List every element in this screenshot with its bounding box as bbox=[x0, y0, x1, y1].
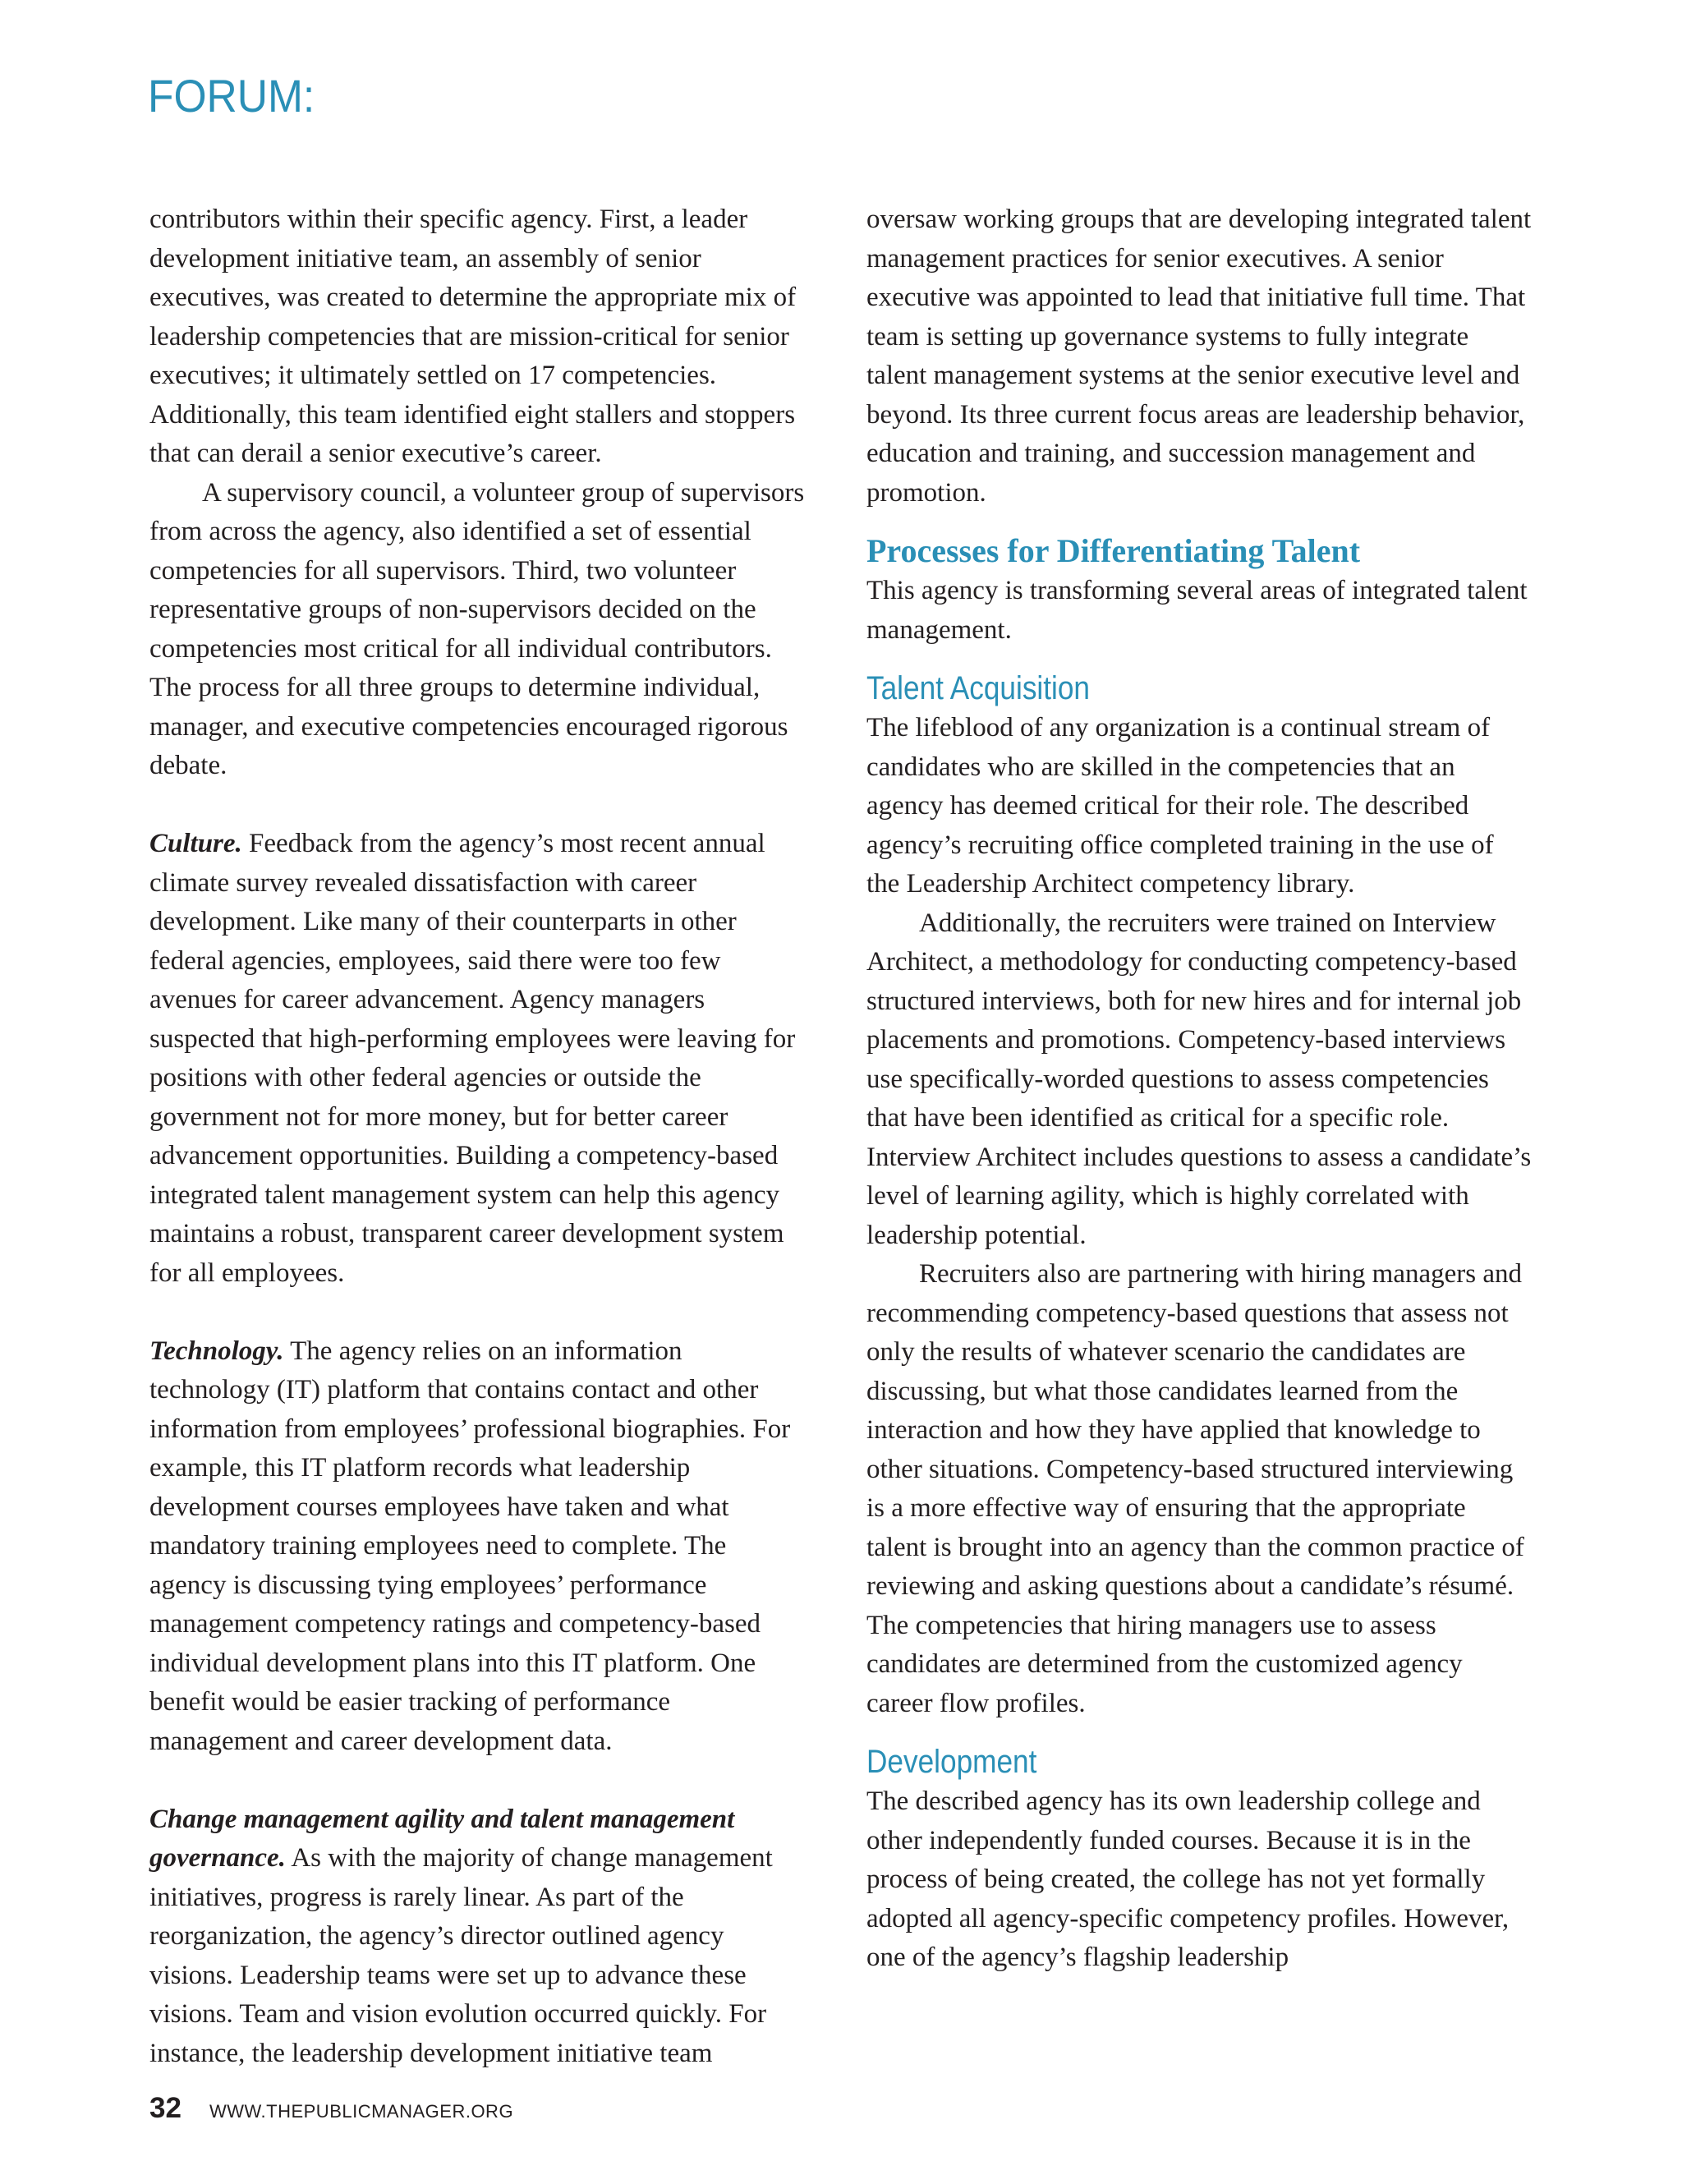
left-column bbox=[149, 200, 807, 2073]
paragraph-text: The agency relies on an information technology (IT) platform that contains contact and other information from employees’ professional biographies. For example, this IT platform records what leadership development courses employees have taken and what mandatory training employees need to complete. The agency is discussing tying employees’ performance management competency ratings and competency-based individual development plans into this IT platform. One benefit would be easier tracking of performance management and career development data. bbox=[149, 1336, 791, 1756]
right-column bbox=[866, 200, 1532, 1978]
paragraph: Recruiters also are partnering with hiring managers and recommending competency-based questions that assess not only the results of whatever scenario the candidates are discussing, but what those candidates learned from the interaction and how they have applied that knowledge to other situations. Competency-based structured interviewing is a more effective way of ensuring that the appropriate talent is brought into an agency than the common practice of reviewing and asking questions about a candidate’s résumé. The competencies that hiring managers use to assess candidates are determined from the customized agency career flow profiles. bbox=[866, 1259, 1524, 1718]
paragraph: Additionally, the recruiters were trained on Interview Architect, a methodology for conducting competency-based structured interviews, both for new hires and for internal job placements and promotions. Competency-based interviews use specifically-worded questions to assess competencies that have been identified as critical for a specific role. Interview Architect includes questions to assess a candidate’s level of learning agility, which is highly correlated with leadership potential. bbox=[866, 908, 1532, 1250]
run-in-heading: Technology. bbox=[149, 1336, 284, 1366]
paragraph: The described agency has its own leadership college and other independently funded courses. Because it is in the process of being created, the college has not yet formally adopted all agency-specific competency profiles. However, one of the agency’s flagship leadership bbox=[866, 1786, 1510, 1972]
paragraph: The lifeblood of any organization is a continual stream of candidates who are skilled in the competencies that an agency has deemed critical for their role. The described agency’s recruiting office completed training in the use of the Leadership Architect competency library. bbox=[866, 713, 1494, 899]
subheading-talent-acquisition: Talent Acquisition bbox=[866, 670, 1091, 706]
paragraph: This agency is transforming several areas of integrated talent management. bbox=[866, 576, 1528, 645]
page-footer bbox=[149, 2092, 513, 2125]
section-heading: Processes for Differentiating Talent bbox=[866, 532, 1361, 569]
subheading-development: Development bbox=[866, 1744, 1037, 1780]
culture-paragraph bbox=[149, 825, 807, 1293]
paragraph-text: As with the majority of change management initiatives, progress is rarely linear. As part of the reorganization, the agency’s director outlined agency visions. Leadership teams were set up to advance these visions. Team and vision evolution occurred quickly. For instance, the leadership development initiative team bbox=[149, 1843, 773, 2068]
website-link[interactable]: WWW.THEPUBLICMANAGER.ORG bbox=[209, 2101, 514, 2122]
paragraph-text: Feedback from the agency’s most recent annual climate survey revealed dissatisfaction with career development. Like many of their counterparts in other federal agencies, employees, said there were too few avenues for career advancement. Agency managers suspected that high-performing employees were leaving for positions with other federal agencies or outside the government not for more money, but for better career advancement opportunities. Building a competency-based integrated talent management system can help this agency maintains a robust, transparent career development system for all employees. bbox=[149, 829, 796, 1288]
run-in-heading: Culture. bbox=[149, 829, 242, 858]
change-management-paragraph bbox=[149, 1800, 807, 2074]
paragraph: contributors within their specific agency. First, a leader development initiative team, an assembly of senior executives, was created to determine the appropriate mix of leadership competencies that are mission-critical for senior executives; it ultimately settled on 17 competencies. Additionally, this team identified eight stallers and stoppers that can derail a senior executive’s career. bbox=[149, 205, 797, 468]
technology-paragraph bbox=[149, 1332, 807, 1762]
run-in-heading: Change management agility and talent management governance. bbox=[149, 1804, 735, 1873]
paragraph: A supervisory council, a volunteer group of supervisors from across the agency, also identified a set of essential competencies for all supervisors. Third, two volunteer representative groups of non-supervisors decided on the competencies most critical for all individual contributors. The process for all three groups to determine individual, manager, and executive competencies encouraged rigorous debate. bbox=[149, 477, 805, 780]
page-number: 32 bbox=[149, 2092, 182, 2124]
section-label: FORUM: bbox=[148, 70, 315, 122]
paragraph: oversaw working groups that are developing integrated talent management practices for senior executives. A senior executive was appointed to lead that initiative full time. That team is setting up governance systems to fully integrate talent management systems at the senior executive level and beyond. Its three current focus areas are leadership behavior, education and training, and succession management and promotion. bbox=[866, 205, 1532, 508]
